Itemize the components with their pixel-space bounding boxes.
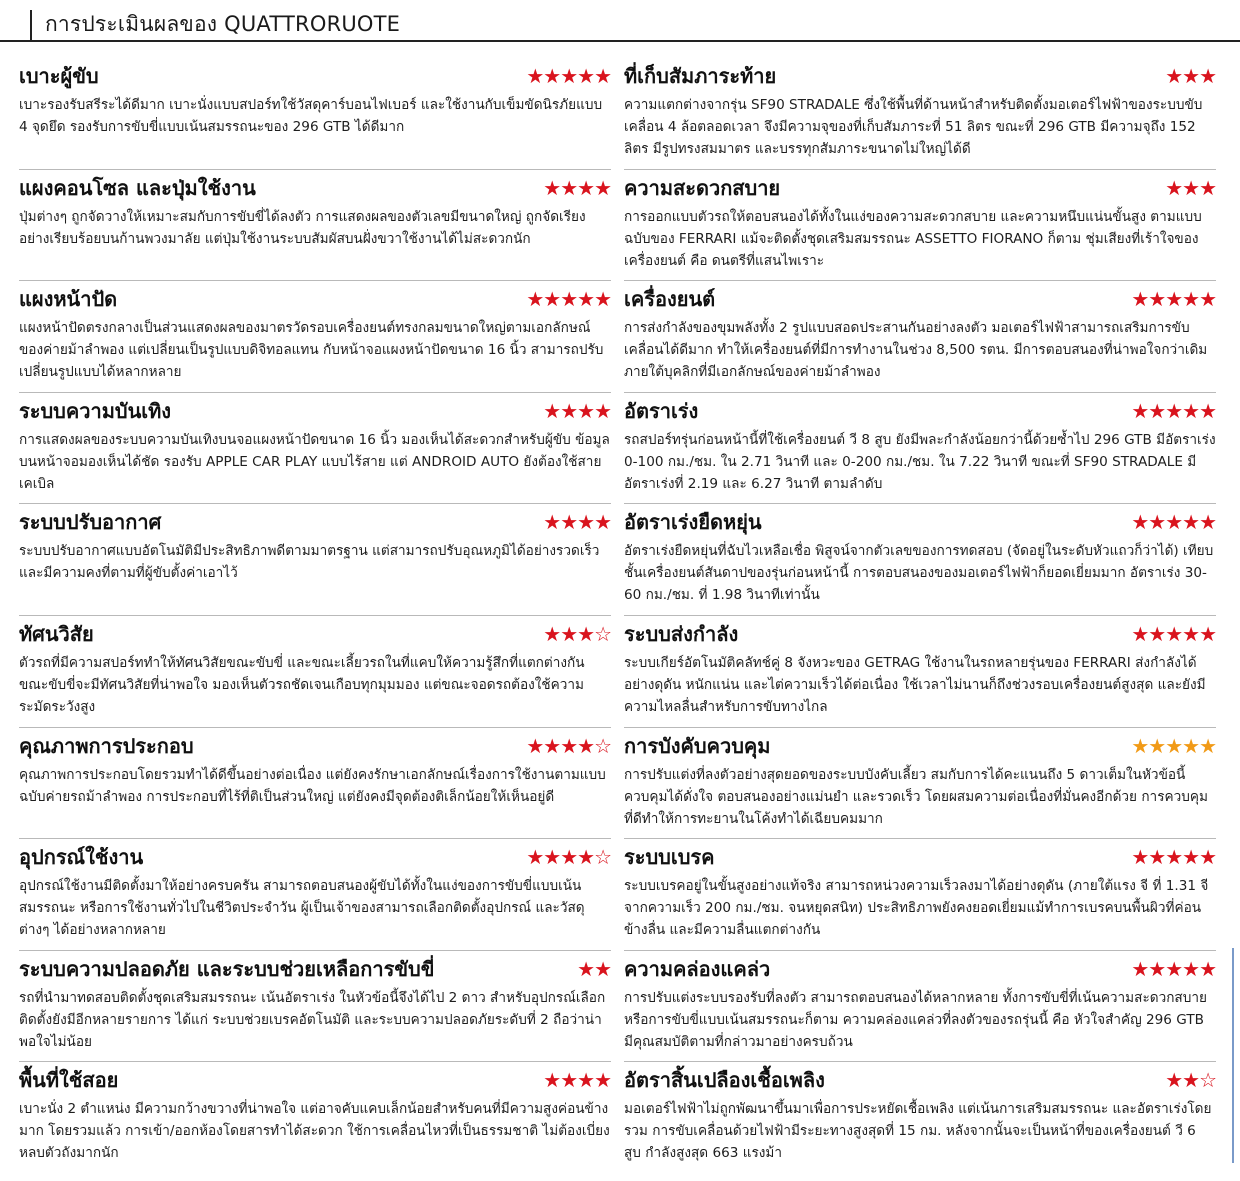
filled-stars-icon: ★★★★★ [1131, 398, 1216, 423]
filled-stars-icon: ★★★ [543, 621, 595, 646]
section-text: อุปกรณ์ใช้งานมีติดตั้งมาให้อย่างครบครัน สามารถตอบสนองผู้ขับได้ทั้งในแง่ของการขับขี่แบบเน้นสมรรถนะ หรือการใช้งานทั่วไปในชีวิตประจำวัน ผู้เป็นเจ้าของสามารถเลือกติดตั้งอุปกรณ์ และวัสดุต่างๆ ได้อย่างหลากหลาย [19, 878, 585, 939]
rating-section [19, 951, 611, 1063]
section-title: พื้นที่ใช้สอย [19, 1068, 119, 1093]
section-title: เครื่องยนต์ [624, 287, 716, 312]
star-rating [1131, 622, 1216, 646]
star-rating [1131, 510, 1216, 534]
section-text: มอเตอร์ไฟฟ้าไม่ถูกพัฒนาขึ้นมาเพื่อการประหยัดเชื้อเพลิง แต่เน้นการเสริมสมรรถนะ และอัตราเร่งโดยรวม การขับเคลื่อนด้วยไฟฟ้ามีระยะทางสูงสุดที่ 15 กม. หลังจากนั้นจะเป็นหน้าที่ของเครื่องยนต์ วี 6 สูบ กำลังสูงสุด 663 แรงม้า [624, 1101, 1212, 1162]
filled-stars-icon: ★★★★★ [526, 287, 611, 312]
star-rating [1131, 734, 1216, 758]
section-title: อัตราเร่ง [624, 398, 699, 423]
empty-star-icon: ☆ [1199, 1068, 1216, 1093]
star-rating [1131, 399, 1216, 423]
margin-bar [1232, 948, 1234, 1163]
rating-section [19, 1062, 611, 1174]
rating-section [19, 170, 611, 282]
section-title: ระบบส่งกำลัง [624, 621, 739, 646]
section-text: คุณภาพการประกอบโดยรวมทำได้ดีขึ้นอย่างต่อเนื่อง แต่ยังคงรักษาเอกลักษณ์เรื่องการใช้งานตามแบบฉบับค่ายรถม้าลำพอง การประกอบที่ไร้ที่ติเป็นส่วนใหญ่ แต่ยังคงมีจุดต้องติเล็กน้อยให้เห็นอยู่ดี [19, 766, 606, 805]
right-column [624, 58, 1216, 1174]
section-text: การออกแบบตัวรถให้ตอบสนองได้ทั้งในแง่ของความสะดวกสบาย และความหนึบแน่นขั้นสูง ตามแบบฉบับของ FERRARI แม้จะติดตั้งชุดเสริมสมรรถนะ ASSETTO FIORANO ก็ตาม ชุ่มเสียงที่เร้าใจของเครื่องยนต์ คือ ดนตรีที่แสนไพเราะ [624, 208, 1202, 269]
star-rating [543, 176, 611, 200]
star-rating [1131, 287, 1216, 311]
rating-section [19, 281, 611, 393]
filled-stars-icon: ★★★★ [543, 510, 611, 535]
filled-stars-icon: ★★★★★ [1131, 956, 1216, 981]
star-rating [1165, 176, 1216, 200]
section-title: แผงหน้าปัด [19, 287, 118, 312]
rating-section [624, 281, 1216, 393]
section-text: เบาะรองรับสรีระได้ดีมาก เบาะนั่งแบบสปอร์ทใช้วัสดุคาร์บอนไฟเบอร์ และใช้งานกับเข็มขัดนิรภัยแบบ 4 จุดยึด รองรับการขับขี่แบบเน้นสมรรถนะของ 296 GTB ได้ดีมาก [19, 97, 603, 135]
header-rule [0, 40, 1240, 42]
rating-section [624, 951, 1216, 1063]
section-title: อุปกรณ์ใช้งาน [19, 845, 144, 870]
page-title: การประเมินผลของ QUATTRORUOTE [45, 12, 401, 36]
star-rating [543, 510, 611, 534]
filled-stars-icon: ★★★★★ [1131, 845, 1216, 870]
left-column [19, 58, 611, 1174]
section-title: ระบบความบันเทิง [19, 398, 172, 423]
rating-section [19, 504, 611, 616]
filled-stars-icon: ★★★★ [543, 175, 611, 200]
section-title: ระบบเบรค [624, 845, 715, 870]
section-text: ตัวรถที่มีความสปอร์ททำให้ทัศนวิสัยขณะขับขี่ และขณะเลี้ยวรถในที่แคบให้ความรู้สึกที่แตกต่างกัน ขณะขับขี่จะมีทัศนวิสัยที่น่าพอใจ มองเห็นตัวรถชัดเจนเกือบทุกมุมมอง แต่ขณะจอดรถต้องใช้ความระมัดระวังสูง [19, 654, 585, 715]
section-title: ความสะดวกสบาย [624, 175, 781, 200]
empty-star-icon: ☆ [594, 845, 611, 870]
section-title: เบาะผู้ขับ [19, 64, 99, 88]
section-title: ความคล่องแคล่ว [624, 956, 771, 981]
section-text: อัตราเร่งยืดหยุ่นที่ฉับไวเหลือเชื่อ พิสูจน์จากตัวเลขของการทดสอบ (จัดอยู่ในระดับหัวแถวก็ว่าได้) เทียบชั้นเครื่องยนต์สันดาปของรุ่นก่อนหน้านี้ การตอบสนองของมอเตอร์ไฟฟ้าก็ยอดเยี่ยมมาก อัตราเร่ง 30-60 กม./ชม. ที่ 1.98 วินาทีเท่านั้น [624, 543, 1214, 604]
star-rating [1165, 64, 1216, 88]
section-text: ความแตกต่างจากรุ่น SF90 STRADALE ซึ่งใช้พื้นที่ด้านหน้าสำหรับติดตั้งมอเตอร์ไฟฟ้าของระบบขับเคลื่อน 4 ล้อตลอดเวลา จึงมีความจุของที่เก็บสัมภาระที่ 51 ลิตร ขณะที่ 296 GTB มีความจุถึง 152 ลิตร มีรูปทรงสมมาตร และบรรทุกสัมภาระขนาดไม่ใหญ่ได้ดี [624, 97, 1203, 157]
rating-section [624, 58, 1216, 170]
section-text: ระบบเบรคอยู่ในขั้นสูงอย่างแท้จริง สามารถหน่วงความเร็วลงมาได้อย่างดุดัน (ภายใต้แรง จี ที่ 1.31 จี จากความเร็ว 200 กม./ชม. จนหยุดสนิท) ประสิทธิภาพยังคงยอดเยี่ยมแม้ทำการเบรคบนพื้นผิวที่ค่อนข้างลื่น และมีความลื่นแตกต่างกัน [624, 878, 1209, 939]
section-title: อัตราสิ้นเปลืองเชื้อเพลิง [624, 1068, 825, 1093]
filled-stars-icon: ★★ [577, 956, 611, 981]
section-text: การส่งกำลังของขุมพลังทั้ง 2 รูปแบบสอดประสานกันอย่างลงตัว มอเตอร์ไฟฟ้าสามารถเสริมการขับเคลื่อนได้ดีมาก ทำให้เครื่องยนต์ที่มีการทำงานในช่วง 8,500 รตน. มีการตอบสนองที่น่าพอใจกว่าเดิม ภายใต้บุคลิกที่มีเอกลักษณ์ของค่ายม้าลำพอง [624, 320, 1208, 381]
filled-stars-icon: ★★★★★ [1131, 621, 1216, 646]
star-rating [526, 64, 611, 88]
section-title: ที่เก็บสัมภาระท้าย [624, 64, 777, 88]
star-rating [1165, 1068, 1216, 1092]
section-text: ระบบเกียร์อัตโนมัติคลัทช์คู่ 8 จังหวะของ GETRAG ใช้งานในรถหลายรุ่นของ FERRARI ส่งกำลังได้อย่างดุดัน หนักแน่น และไต่ความเร็วได้ต่อเนื่อง ใช้เวลาไม่นานก็ถึงช่วงรอบเครื่องยนต์สูงสุด และยังมีความไหลลื่นสำหรับการขับทางไกล [624, 654, 1206, 715]
rating-section [624, 616, 1216, 728]
rating-section [19, 839, 611, 951]
filled-stars-icon: ★★ [1165, 1068, 1200, 1093]
filled-stars-icon: ★★★★ [526, 845, 595, 870]
section-text: แผงหน้าปัดตรงกลางเป็นส่วนแสดงผลของมาตรวัดรอบเครื่องยนต์ทรงกลมขนาดใหญ่ตามเอกลักษณ์ของค่ายม้าลำพอง แต่เปลี่ยนเป็นรูปแบบดิจิทอลแทน กับหน้าจอแผงหน้าปัดขนาด 16 นิ้ว สามารถปรับเปลี่ยนรูปแบบได้หลากหลาย [19, 320, 604, 381]
star-rating [577, 957, 611, 981]
star-rating [543, 622, 611, 646]
filled-stars-icon: ★★★★★ [1131, 733, 1216, 758]
rating-section [624, 393, 1216, 505]
section-title: ทัศนวิสัย [19, 621, 94, 646]
section-title: ระบบความปลอดภัย และระบบช่วยเหลือการขับขี่ [19, 956, 435, 981]
filled-stars-icon: ★★★ [1165, 175, 1216, 200]
rating-section [19, 616, 611, 728]
empty-star-icon: ☆ [594, 733, 611, 758]
section-text: ระบบปรับอากาศแบบอัตโนมัติมีประสิทธิภาพดีตามมาตรฐาน แต่สามารถปรับอุณหภูมิได้อย่างรวดเร็ว และมีความคงที่ตามที่ผู้ขับตั้งค่าเอาไว้ [19, 543, 600, 582]
rating-section [19, 393, 611, 505]
section-text: การปรับแต่งที่ลงตัวอย่างสุดยอดของระบบบังคับเลี้ยว สมกับการได้คะแนนถึง 5 ดาวเต็มในหัวข้อนี้ ควบคุมได้ดั่งใจ ตอบสนองอย่างแม่นยำ และรวดเร็ว โดยผสมความต่อเนื่องที่มั่นคงอีกด้วย การควบคุมที่ดีทำให้การทะยานในโค้งทำได้เฉียบคมมาก [624, 766, 1208, 827]
filled-stars-icon: ★★★★★ [1131, 287, 1216, 312]
rating-section [624, 504, 1216, 616]
header-divider-vertical [30, 10, 32, 42]
section-text: การปรับแต่งระบบรองรับที่ลงตัว สามารถตอบสนองได้หลากหลาย ทั้งการขับขี่ที่เน้นความสะดวกสบาย หรือการขับขี่แบบเน้นสมรรถนะก็ตาม ความคล่องแคล่วที่ลงตัวของรถรุ่นนี้ คือ หัวใจสำคัญ 296 GTB มีคุณสมบัติตามที่กล่าวมาอย่างครบถ้วน [624, 989, 1207, 1050]
star-rating [526, 734, 611, 758]
rating-section [624, 728, 1216, 840]
star-rating [543, 399, 611, 423]
empty-star-icon: ☆ [594, 621, 611, 646]
section-text: เบาะนั่ง 2 ตำแหน่ง มีความกว้างขวางที่น่าพอใจ แต่อาจคับแคบเล็กน้อยสำหรับคนที่มีความสูงค่อนข้างมาก โดยรวมแล้ว การเข้า/ออกห้องโดยสารทำได้สะดวก ใช้การเคลื่อนไหวที่เป็นธรรมชาติ ไม่ต้องเบี่ยงหลบตัวถังมากนัก [19, 1101, 610, 1162]
section-text: การแสดงผลของระบบความบันเทิงบนจอแผงหน้าปัดขนาด 16 นิ้ว มองเห็นได้สะดวกสำหรับผู้ขับ ข้อมูลบนหน้าจอมองเห็นได้ชัด รองรับ APPLE CAR PLAY แบบไร้สาย แต่ ANDROID AUTO ยังต้องใช้สายเคเบิล [19, 431, 610, 492]
star-rating [1131, 845, 1216, 869]
filled-stars-icon: ★★★★★ [1131, 510, 1216, 535]
section-title: การบังคับควบคุม [624, 733, 771, 758]
filled-stars-icon: ★★★ [1165, 64, 1216, 88]
section-text: รถที่นำมาทดสอบติดตั้งชุดเสริมสมรรถนะ เน้นอัตราเร่ง ในหัวข้อนี้จึงได้ไป 2 ดาว สำหรับอุปกรณ์เลือกติดตั้งยังมีอีกหลายรายการ ได้แก่ ระบบช่วยเบรคอัตโนมัติ และระบบความปลอดภัยระดับที่ 2 ถือว่าน่าพอใจไม่น้อย [19, 989, 606, 1050]
section-text: ปุ่มต่างๆ ถูกจัดวางให้เหมาะสมกับการขับขี่ได้ลงตัว การแสดงผลของตัวเลขมีขนาดใหญ่ ถูกจัดเรียงอย่างเรียบร้อยบนก้านพวงมาลัย แต่ปุ่มใช้งานระบบสัมผัสบนฝั่งขวาใช้งานได้ไม่สะดวกนัก [19, 208, 586, 247]
filled-stars-icon: ★★★★★ [526, 64, 611, 88]
star-rating [1131, 957, 1216, 981]
filled-stars-icon: ★★★★ [526, 733, 595, 758]
rating-section [19, 728, 611, 840]
filled-stars-icon: ★★★★ [543, 1068, 611, 1093]
rating-section [624, 170, 1216, 282]
star-rating [543, 1068, 611, 1092]
star-rating [526, 287, 611, 311]
section-title: ระบบปรับอากาศ [19, 510, 162, 535]
section-title: คุณภาพการประกอบ [19, 733, 194, 758]
rating-section [19, 58, 611, 170]
filled-stars-icon: ★★★★ [543, 398, 611, 423]
section-title: อัตราเร่งยืดหยุ่น [624, 510, 762, 535]
star-rating [526, 845, 611, 869]
rating-section [624, 839, 1216, 951]
rating-section [624, 1062, 1216, 1174]
page-header [0, 0, 1240, 44]
section-title: แผงคอนโซล และปุ่มใช้งาน [19, 175, 256, 200]
section-text: รถสปอร์ทรุ่นก่อนหน้านี้ที่ใช้เครื่องยนต์ วี 8 สูบ ยังมีพละกำลังน้อยกว่านี้ด้วยซ้ำไป 296 GTB มีอัตราเร่ง 0-100 กม./ชม. ใน 2.71 วินาที และ 0-200 กม./ชม. ใน 7.22 วินาที ขณะที่ SF90 STRADALE มีอัตราเร่งที่ 2.19 และ 6.27 วินาที ตามลำดับ [624, 431, 1216, 492]
